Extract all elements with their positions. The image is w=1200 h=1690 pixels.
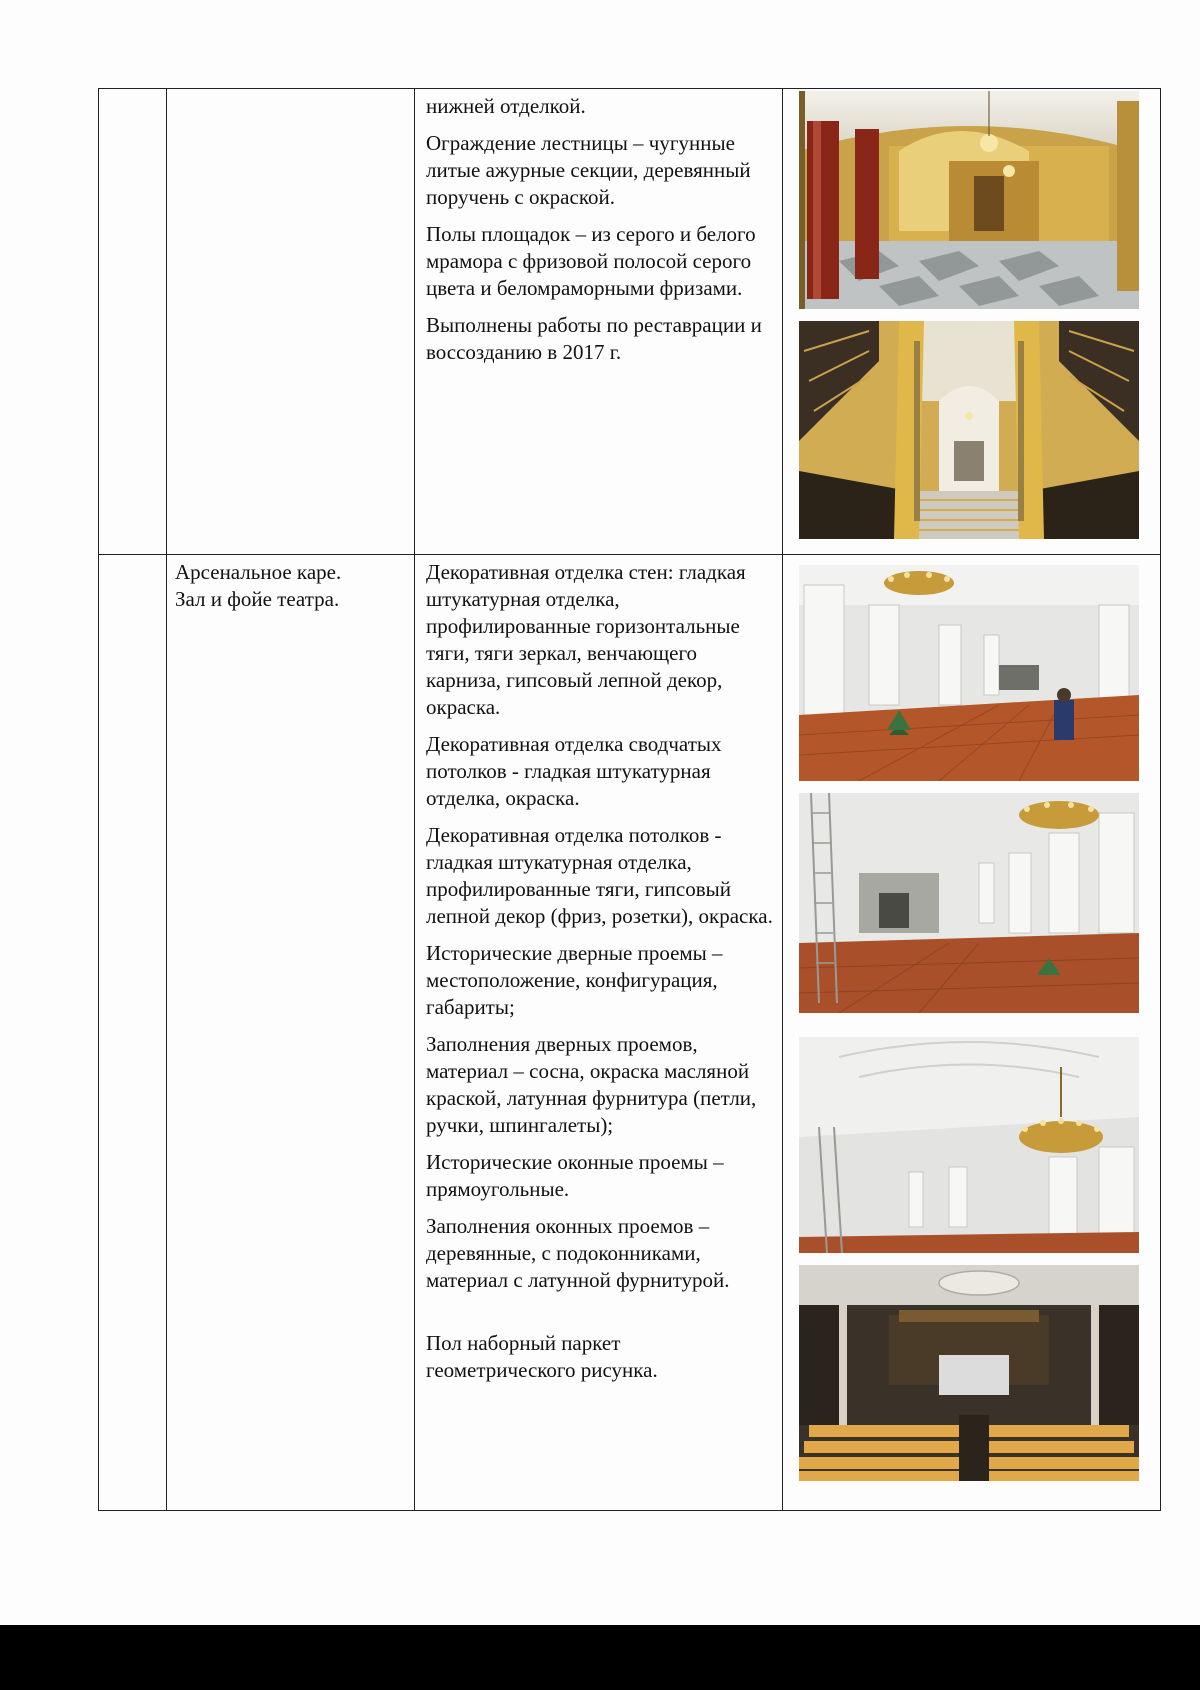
description-paragraph: Декоративная отделка стен: гладкая штукатурная отделка, профилированные горизонтальные тяги, тяги зеркал, венчающего карниза, гипсовый лепной декор, окраска. bbox=[426, 560, 746, 719]
row-number-cell bbox=[99, 89, 167, 555]
object-name-cell bbox=[167, 89, 415, 555]
object-name-cell bbox=[167, 555, 415, 1511]
description-paragraph: Заполнения оконных проемов – деревянные, с подоконниками, материал с латунной фурнитурой. bbox=[426, 1214, 730, 1292]
object-name-line: Арсенальное каре. bbox=[175, 560, 342, 584]
grand-staircase-photo bbox=[799, 321, 1139, 539]
description-paragraph: нижней отделкой. bbox=[426, 94, 586, 118]
row-number-cell bbox=[99, 555, 167, 1511]
table-row bbox=[99, 555, 1161, 1511]
description-paragraph: Заполнения дверных проемов, материал – сосна, окраска масляной краской, латунная фурнитура (петли, ручки, шпингалеты); bbox=[426, 1032, 757, 1137]
description-cell bbox=[415, 89, 783, 555]
description-paragraph: Декоративная отделка потолков - гладкая штукатурная отделка, профилированные тяги, гипсовый лепной декор (фриз, розетки), окраска. bbox=[426, 823, 773, 928]
description-paragraph: Декоративная отделка сводчатых потолков - гладкая штукатурная отделка, окраска. bbox=[426, 732, 722, 810]
foyer-hall-photo bbox=[799, 565, 1139, 781]
description-paragraph: Выполнены работы по реставрации и воссозданию в 2017 г. bbox=[426, 313, 762, 364]
foyer-ceiling-chandelier-photo bbox=[799, 1037, 1139, 1253]
description-cell bbox=[415, 555, 783, 1511]
photo-cell bbox=[783, 89, 1161, 555]
table-row bbox=[99, 89, 1161, 555]
description-paragraph: Ограждение лестницы – чугунные литые ажурные секции, деревянный поручень с окраской. bbox=[426, 131, 751, 209]
description-paragraph: Пол наборный паркет геометрического рисунка. bbox=[426, 1331, 658, 1382]
heritage-table bbox=[98, 88, 1161, 1511]
object-name-line: Зал и фойе театра. bbox=[175, 587, 340, 611]
scan-bottom-edge bbox=[0, 1625, 1200, 1690]
photo-cell bbox=[783, 555, 1161, 1511]
description-paragraph: Исторические дверные проемы – местоположение, конфигурация, габариты; bbox=[426, 941, 723, 1019]
description-paragraph: Полы площадок – из серого и белого мрамора с фризовой полосой серого цвета и беломраморными фризами. bbox=[426, 222, 756, 300]
foyer-hall-ladder-photo bbox=[799, 793, 1139, 1013]
hall-columns-photo bbox=[799, 91, 1139, 309]
description-paragraph: Исторические оконные проемы – прямоугольные. bbox=[426, 1150, 724, 1201]
theatre-auditorium-photo bbox=[799, 1265, 1139, 1481]
